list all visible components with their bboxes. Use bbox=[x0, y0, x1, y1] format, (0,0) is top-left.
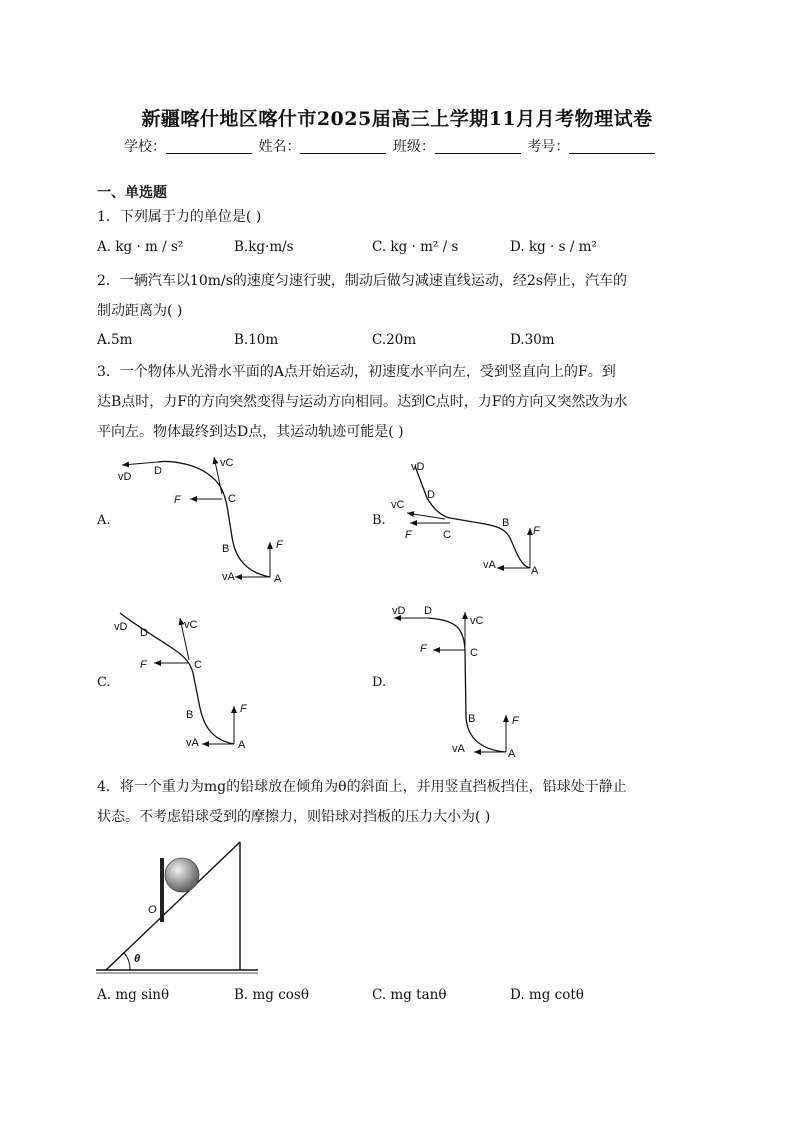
label-vC: vC bbox=[470, 615, 484, 627]
label-B: B bbox=[186, 709, 194, 721]
label-C: C bbox=[194, 659, 202, 671]
label-C: C bbox=[228, 493, 236, 505]
label-F2: F bbox=[140, 659, 147, 671]
label-F2: F bbox=[420, 643, 427, 655]
q3-stem-line3: 平向左。物体最终到达D点，其运动轨迹可能是( ) bbox=[97, 424, 404, 440]
label-C: C bbox=[470, 647, 478, 659]
q3-figure-d bbox=[388, 600, 558, 760]
label-B: B bbox=[502, 517, 510, 529]
label-F: F bbox=[533, 525, 540, 537]
trajectory-curve bbox=[428, 618, 506, 752]
label-vC: vC bbox=[220, 457, 234, 469]
label-vD: vD bbox=[114, 621, 128, 633]
name-blank[interactable] bbox=[300, 139, 386, 154]
q2-option-b[interactable]: B.10m bbox=[234, 332, 279, 348]
label-F: F bbox=[276, 539, 283, 551]
number-blank[interactable] bbox=[569, 139, 655, 154]
q3-stem-line1: 3．一个物体从光滑水平面的A点开始运动，初速度水平向左，受到竖直向上的F。到 bbox=[97, 364, 616, 380]
q3-option-a[interactable]: A. bbox=[97, 513, 111, 528]
label-D: D bbox=[427, 489, 435, 501]
q3-option-b[interactable]: B. bbox=[372, 513, 386, 528]
q1-stem: 1．下列属于力的单位是( ) bbox=[97, 209, 262, 225]
q4-option-a[interactable]: A. mg sinθ bbox=[97, 987, 170, 1003]
label-A: A bbox=[531, 565, 539, 577]
label-vC: vC bbox=[184, 619, 198, 631]
label-A: A bbox=[238, 739, 246, 751]
label-D: D bbox=[140, 627, 148, 639]
q2-option-a[interactable]: A.5m bbox=[97, 332, 133, 348]
q3-figure-a bbox=[110, 452, 310, 585]
label-B: B bbox=[468, 713, 476, 725]
label-vC: vC bbox=[391, 499, 405, 511]
q3-option-d[interactable]: D. bbox=[372, 675, 387, 690]
school-blank[interactable] bbox=[166, 139, 252, 154]
label-C: C bbox=[443, 529, 451, 541]
name-label: 姓名： bbox=[258, 139, 301, 155]
label-F: F bbox=[240, 703, 247, 715]
student-info-row bbox=[124, 136, 657, 156]
label-vD: vD bbox=[118, 471, 132, 483]
lead-ball bbox=[165, 858, 199, 892]
label-vA: vA bbox=[222, 571, 235, 583]
q1-option-a[interactable]: A. kg · m / s² bbox=[97, 239, 184, 255]
label-vD: vD bbox=[392, 605, 406, 617]
q2-stem-line1: 2．一辆汽车以10m/s的速度匀速行驶，制动后做匀减速直线运动，经2s停止，汽车的 bbox=[97, 273, 627, 289]
section-heading: 一、单选题 bbox=[97, 185, 167, 201]
label-vA: vA bbox=[186, 737, 199, 749]
q4-incline-figure bbox=[96, 838, 266, 978]
label-A: A bbox=[508, 748, 516, 760]
label-F2: F bbox=[405, 529, 412, 541]
label-B: B bbox=[222, 543, 230, 555]
vD-arrow bbox=[122, 462, 158, 465]
label-vA: vA bbox=[452, 743, 465, 755]
trajectory-curve bbox=[120, 613, 234, 744]
label-F: F bbox=[512, 715, 519, 727]
school-label: 学校： bbox=[124, 139, 166, 155]
page-title: 新疆喀什地区喀什市2025届高三上学期11月月考物理试卷 bbox=[141, 108, 653, 130]
q3-stem-line2: 达B点时，力F的方向突然变得与运动方向相同。达到C点时，力F的方向又突然改为水 bbox=[97, 394, 628, 410]
trajectory-curve bbox=[158, 462, 270, 578]
vC-arrow bbox=[407, 513, 445, 519]
class-label: 班级： bbox=[392, 139, 435, 155]
q4-option-d[interactable]: D. mg cotθ bbox=[510, 987, 584, 1003]
q2-option-d[interactable]: D.30m bbox=[510, 332, 555, 348]
q1-option-c[interactable]: C. kg · m² / s bbox=[372, 239, 459, 255]
label-vA: vA bbox=[483, 559, 496, 571]
q3-figure-b bbox=[385, 458, 565, 578]
q3-option-c[interactable]: C. bbox=[97, 675, 111, 690]
number-label: 考号： bbox=[527, 139, 570, 155]
q4-option-b[interactable]: B. mg cosθ bbox=[234, 987, 309, 1003]
label-O: O bbox=[148, 904, 157, 916]
q4-option-c[interactable]: C. mg tanθ bbox=[372, 987, 447, 1003]
label-D: D bbox=[424, 605, 432, 617]
label-theta: θ bbox=[134, 953, 141, 965]
q2-option-c[interactable]: C.20m bbox=[372, 332, 417, 348]
class-blank[interactable] bbox=[435, 139, 521, 154]
q1-option-d[interactable]: D. kg · s / m² bbox=[510, 239, 597, 255]
q1-option-b[interactable]: B.kg·m/s bbox=[234, 239, 294, 255]
q2-stem-line2: 制动距离为( ) bbox=[97, 303, 183, 319]
label-F2: F bbox=[174, 494, 181, 506]
q4-stem-line2: 状态。不考虑铅球受到的摩擦力，则铅球对挡板的压力大小为( ) bbox=[97, 809, 491, 825]
label-D: D bbox=[154, 465, 162, 477]
q4-stem-line1: 4．将一个重力为mg的铅球放在倾角为θ的斜面上，并用竖直挡板挡住，铅球处于静止 bbox=[97, 779, 627, 795]
label-vD: vD bbox=[411, 461, 425, 473]
label-A: A bbox=[274, 573, 282, 585]
angle-arc bbox=[124, 953, 130, 970]
vertical-baffle bbox=[160, 858, 164, 922]
q3-figure-c bbox=[112, 608, 282, 751]
